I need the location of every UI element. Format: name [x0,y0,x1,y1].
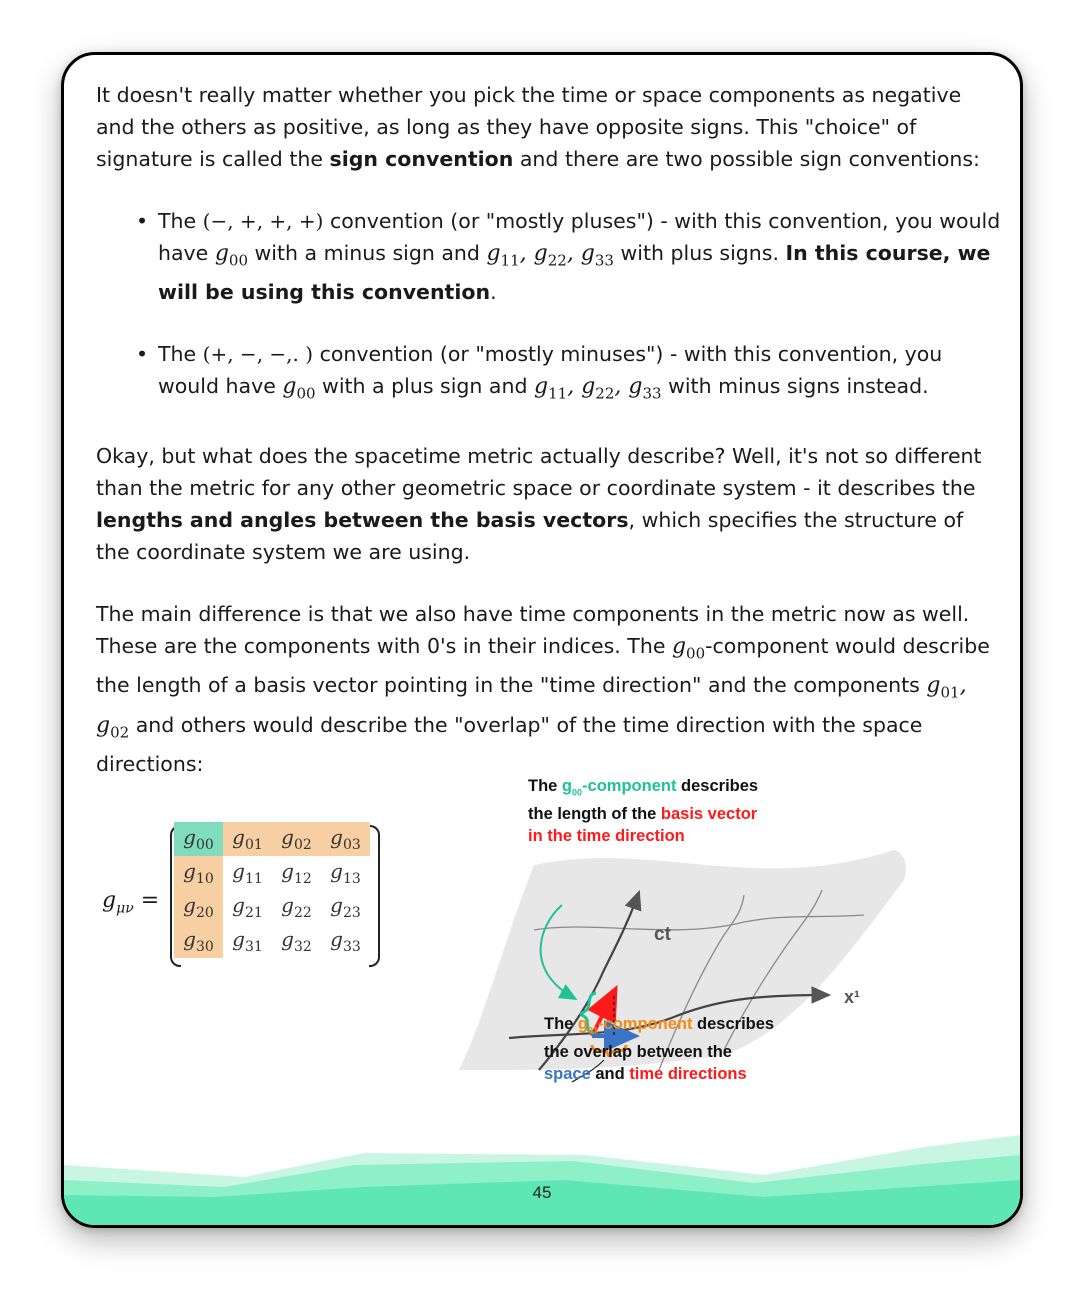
matrix-row [174,924,370,958]
cell-index: 00 [195,837,214,853]
g00-annotation [528,775,758,847]
math-subscript: 22 [595,384,615,403]
annotation-text: describes [692,1015,775,1033]
cell-index: 03 [342,837,361,853]
matrix-cell: $g_{23}$ [330,893,361,921]
paragraph-text: It doesn't really matter whether you pick the time or space components as negative and the others as positive, as long as they have opposite signs. This "choice" of signature is called the [96,83,962,171]
bold-term: sign convention [329,147,514,171]
cell-index: 20 [195,905,214,921]
math-subscript: 01 [940,683,960,702]
matrix-cell: $g_{21}$ [232,893,263,921]
paragraph-text: Okay, but what does the spacetime metric actually describe? Well, it's not so different than the metric for any other geometric space or coordinate system - it describes the [96,443,982,500]
cell-index: 31 [244,939,263,955]
annotation-g01 [577,1015,693,1036]
list-item-mostly-pluses [126,205,1001,308]
axis-label-ct: ct [654,924,671,945]
matrix-cell: $g_{22}$ [281,893,312,921]
metric-symbol-subscript: μν [116,900,134,917]
page-content [96,79,1001,810]
paragraph-sign-convention [96,79,1001,175]
list-text: with minus signs instead. [661,374,929,399]
list-text: with a plus sign and [315,374,535,399]
list-text: convention (or "mostly minuses") - with this convention, you would have [158,342,943,399]
matrix-cell: $g_{31}$ [232,927,263,955]
annotation-text: g [561,777,573,795]
list-text: with plus signs. [613,241,786,265]
annotation-subscript: 01 [588,1025,599,1036]
annotation-text: g [577,1015,589,1033]
paragraph-text: , which specifies the structure of the coordinate system we are using. [96,507,964,564]
annotation-text: time directions [629,1065,747,1084]
annotation-line [528,803,758,825]
annotation-text: space [544,1065,591,1084]
math-subscript: 11 [500,251,520,270]
annotation-line [544,1013,774,1041]
math-g00: $g_{00}$ [671,633,706,663]
paragraph-text: and others would describe the "overlap" of the time direction with the space directions: [96,712,923,776]
list-text: . [490,280,497,305]
matrix-cell: $g_{13}$ [330,859,361,887]
signature-math: (+, −, −,. ) [202,342,314,367]
metric-matrix [174,822,370,958]
cell-index: 02 [293,837,312,853]
math-g00: $g_{00}$ [282,374,316,403]
cell-index: 01 [244,837,263,853]
matrix-cell: $g_{03}$ [321,822,370,856]
axis-label-x1: x¹ [844,987,861,1007]
math-subscript: 22 [547,251,567,270]
matrix-row [174,856,370,890]
cell-index: 33 [342,939,361,955]
math-subscript: 00 [686,644,706,663]
paragraph-text: and there are two possible sign conventions: [513,147,980,171]
cell-index: 11 [244,871,263,887]
footer-wave [64,1125,1020,1225]
math-subscript: 11 [548,384,568,403]
matrix-cell: $g_{00}$ [174,822,223,856]
matrix-cell: $g_{02}$ [272,822,321,856]
math-g01-g02: $g_{01}$, $g_{02}$ [96,673,967,741]
math-subscript: 00 [228,251,249,270]
bold-term: lengths and angles between the basis vectors [96,507,629,532]
annotation-line: in the time direction [528,827,685,846]
annotation-text: -component [582,777,677,795]
annotation-line: the overlap between the [544,1043,732,1062]
math-subscript: 00 [296,384,316,403]
page-number: 45 [532,1183,552,1202]
paragraph-text: The main difference is that we also have time components in the metric now as well. These are the components with 0's in their indices. The [96,601,970,658]
matrix-cell: $g_{20}$ [174,890,223,924]
annotation-subscript: 00 [572,787,583,798]
cell-index: 13 [342,871,361,887]
cell-index: 23 [342,905,361,921]
paragraph-text: -component would describe the length of a basis vector pointing in the "time direction" and the components [96,633,990,698]
matrix-right-bracket [369,825,380,967]
annotation-text: the length of the [528,805,661,824]
list-text: with a minus sign and [248,241,487,265]
annotation-text: basis vector [660,805,758,824]
matrix-table [174,822,370,958]
metric-symbol: $g_{\mu\nu}$ = [102,888,160,917]
paragraph-metric-description [96,440,1001,568]
cell-index: 12 [293,871,312,887]
matrix-row [174,890,370,924]
math-subscript: 33 [594,251,614,270]
bold-course-note: In this course, we will be using this convention [158,241,991,305]
annotation-text: describes [676,777,759,795]
matrix-cell: $g_{33}$ [330,927,361,955]
cell-index: 30 [195,939,214,955]
cell-index: 21 [244,905,263,921]
annotation-line [528,775,758,803]
cell-index: 22 [293,905,312,921]
matrix-cell: $g_{32}$ [281,927,312,955]
annotation-text: The [544,1015,578,1033]
annotation-line [544,1063,774,1085]
annotation-g00 [561,777,677,798]
spacetime-diagram [424,770,984,1100]
list-text: The [158,209,203,233]
annotation-text: The [528,777,562,795]
list-text: convention (or "mostly pluses") - with this convention, you would have [158,209,1001,265]
paragraph-time-components [96,598,1001,780]
math-g00: $g_{00}$ [214,241,249,270]
g01-annotation [544,1013,774,1085]
list-text: The [158,342,203,367]
annotation-text: and [590,1065,630,1084]
page-footer [64,1125,1020,1225]
matrix-cell: $g_{30}$ [174,924,223,958]
matrix-row [174,822,370,856]
convention-list [96,205,1001,410]
signature-math: (−, +, +, +) [202,209,324,233]
math-g11-g22-g33: $g_{11}$, $g_{22}$, $g_{33}$ [534,374,662,403]
cell-index: 32 [293,939,312,955]
math-subscript: 02 [110,722,130,741]
cell-index: 10 [195,871,214,887]
metric-figure [94,770,994,1100]
document-page [61,52,1023,1228]
matrix-cell: $g_{12}$ [281,859,312,887]
list-item-mostly-minuses [126,338,1001,409]
math-subscript: 33 [642,384,662,403]
matrix-cell: $g_{10}$ [174,856,223,890]
annotation-text: -component [598,1015,693,1033]
math-g11-g22-g33: $g_{11}$, $g_{22}$, $g_{33}$ [486,241,614,270]
matrix-cell: $g_{11}$ [232,859,263,887]
matrix-cell: $g_{01}$ [223,822,272,856]
